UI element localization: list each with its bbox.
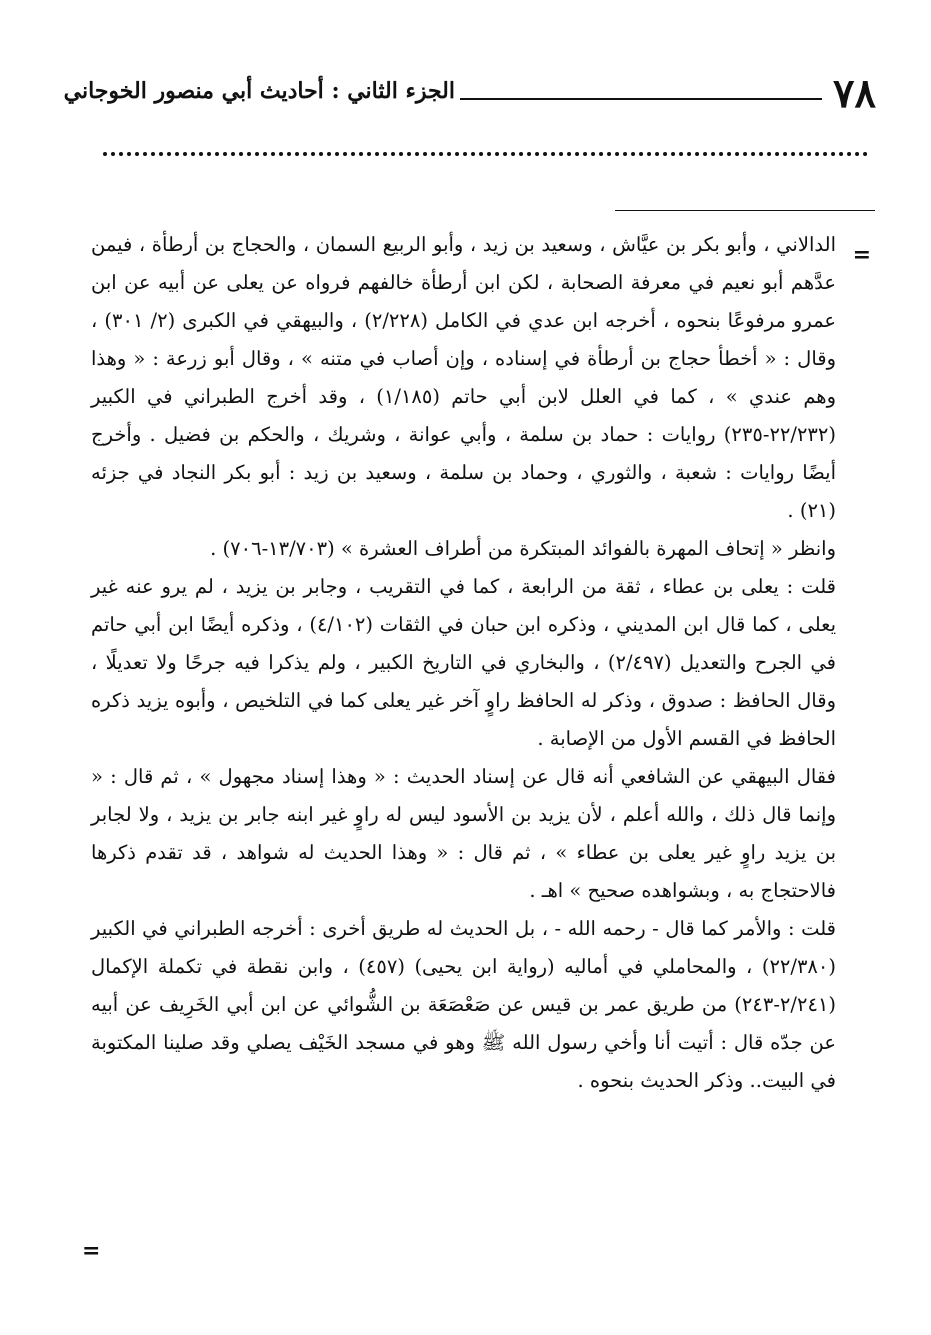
dotted-separator	[103, 152, 868, 156]
body-text	[91, 226, 836, 1100]
paragraph-5: قلت : والأمر كما قال - رحمه الله - ، بل الحديث له طريق أخرى : أخرجه الطبراني في الكبير (٢٢/٣٨٠) ، والمحاملي في أماليه (رواية ابن يحيى) (٤٥٧) ، وابن نقطة في تكملة الإكمال (٢/٢٤١-٢٤٣) من طريق عمر بن قيس عن صَعْصَعَة بن الشُّوائي عن ابن أبي الخَرِيف عن أبيه عن جدّه قال : أتيت أنا وأخي رسول الله ﷺ وهو في مسجد الخَيْف يصلي وقد صلينا المكتوبة في البيت.. وذكر الحديث بنحوه .	[91, 917, 836, 1092]
running-title: الجزء الثاني : أحاديث أبي منصور الخوجاني	[63, 78, 455, 104]
continuation-mark-bottom: =	[82, 1238, 101, 1264]
paragraph-4: فقال البيهقي عن الشافعي أنه قال عن إسناد الحديث : « وهذا إسناد مجهول » ، ثم قال : « وإنما قال ذلك ، والله أعلم ، لأن يزيد بن الأسود ليس له راوٍ غير ابنه جابر بن يزيد ، ولا لجابر بن يزيد راوٍ غير يعلى بن عطاء » ، ثم قال : « وهذا الحديث له شواهد ، قد تقدم ذكرها فالاحتجاج به ، وبشواهده صحيح » اهـ .	[91, 765, 836, 902]
paragraph-2: وانظر « إتحاف المهرة بالفوائد المبتكرة من أطراف العشرة » (١٣/٧٠٣-٧٠٦) .	[210, 537, 836, 560]
header-rule	[460, 98, 822, 100]
footnote-rule	[615, 210, 875, 211]
continuation-mark-top: =	[852, 242, 871, 268]
paragraph-3: قلت : يعلى بن عطاء ، ثقة من الرابعة ، كما في التقريب ، وجابر بن يزيد ، لم يرو عنه غير يعلى ، كما قال ابن المديني ، وذكره ابن حبان في الثقات (٤/١٠٢) ، وذكره أيضًا ابن أبي حاتم في الجرح والتعديل (٢/٤٩٧) ، والبخاري في التاريخ الكبير ، ولم يذكرا فيه جرحًا ولا تعديلًا ، وقال الحافظ : صدوق ، وذكر له الحافظ راوٍ آخر غير يعلى كما في التلخيص ، وأبوه يزيد ذكره الحافظ في القسم الأول من الإصابة .	[91, 575, 836, 750]
page-number: ٧٨	[833, 70, 876, 117]
paragraph-1: الدالاني ، وأبو بكر بن عيَّاش ، وسعيد بن زيد ، وأبو الربيع السمان ، والحجاج بن أرطأة ، فيمن عدَّهم أبو نعيم في معرفة الصحابة ، لكن ابن أرطأة خالفهم فرواه عن يعلى عن أبيه عن ابن عمرو مرفوعًا بنحوه ، أخرجه ابن عدي في الكامل (٢/٢٢٨) ، والبيهقي في الكبرى (٢/ ٣٠١) ، وقال : « أخطأ حجاج بن أرطأة في إسناده ، وإن أصاب في متنه » ، وقال أبو زرعة : « وهذا وهم عندي » ، كما في العلل لابن أبي حاتم (١/١٨٥) ، وقد أخرج الطبراني في الكبير (٢٢/٢٣٢-٢٣٥) روايات : حماد بن سلمة ، وأبي عوانة ، وشريك ، والحكم بن فضيل . وأخرج أيضًا روايات : شعبة ، والثوري ، وحماد بن سلمة ، وسعيد بن زيد : أبو بكر النجاد في جزئه (٢١) .	[91, 233, 836, 522]
